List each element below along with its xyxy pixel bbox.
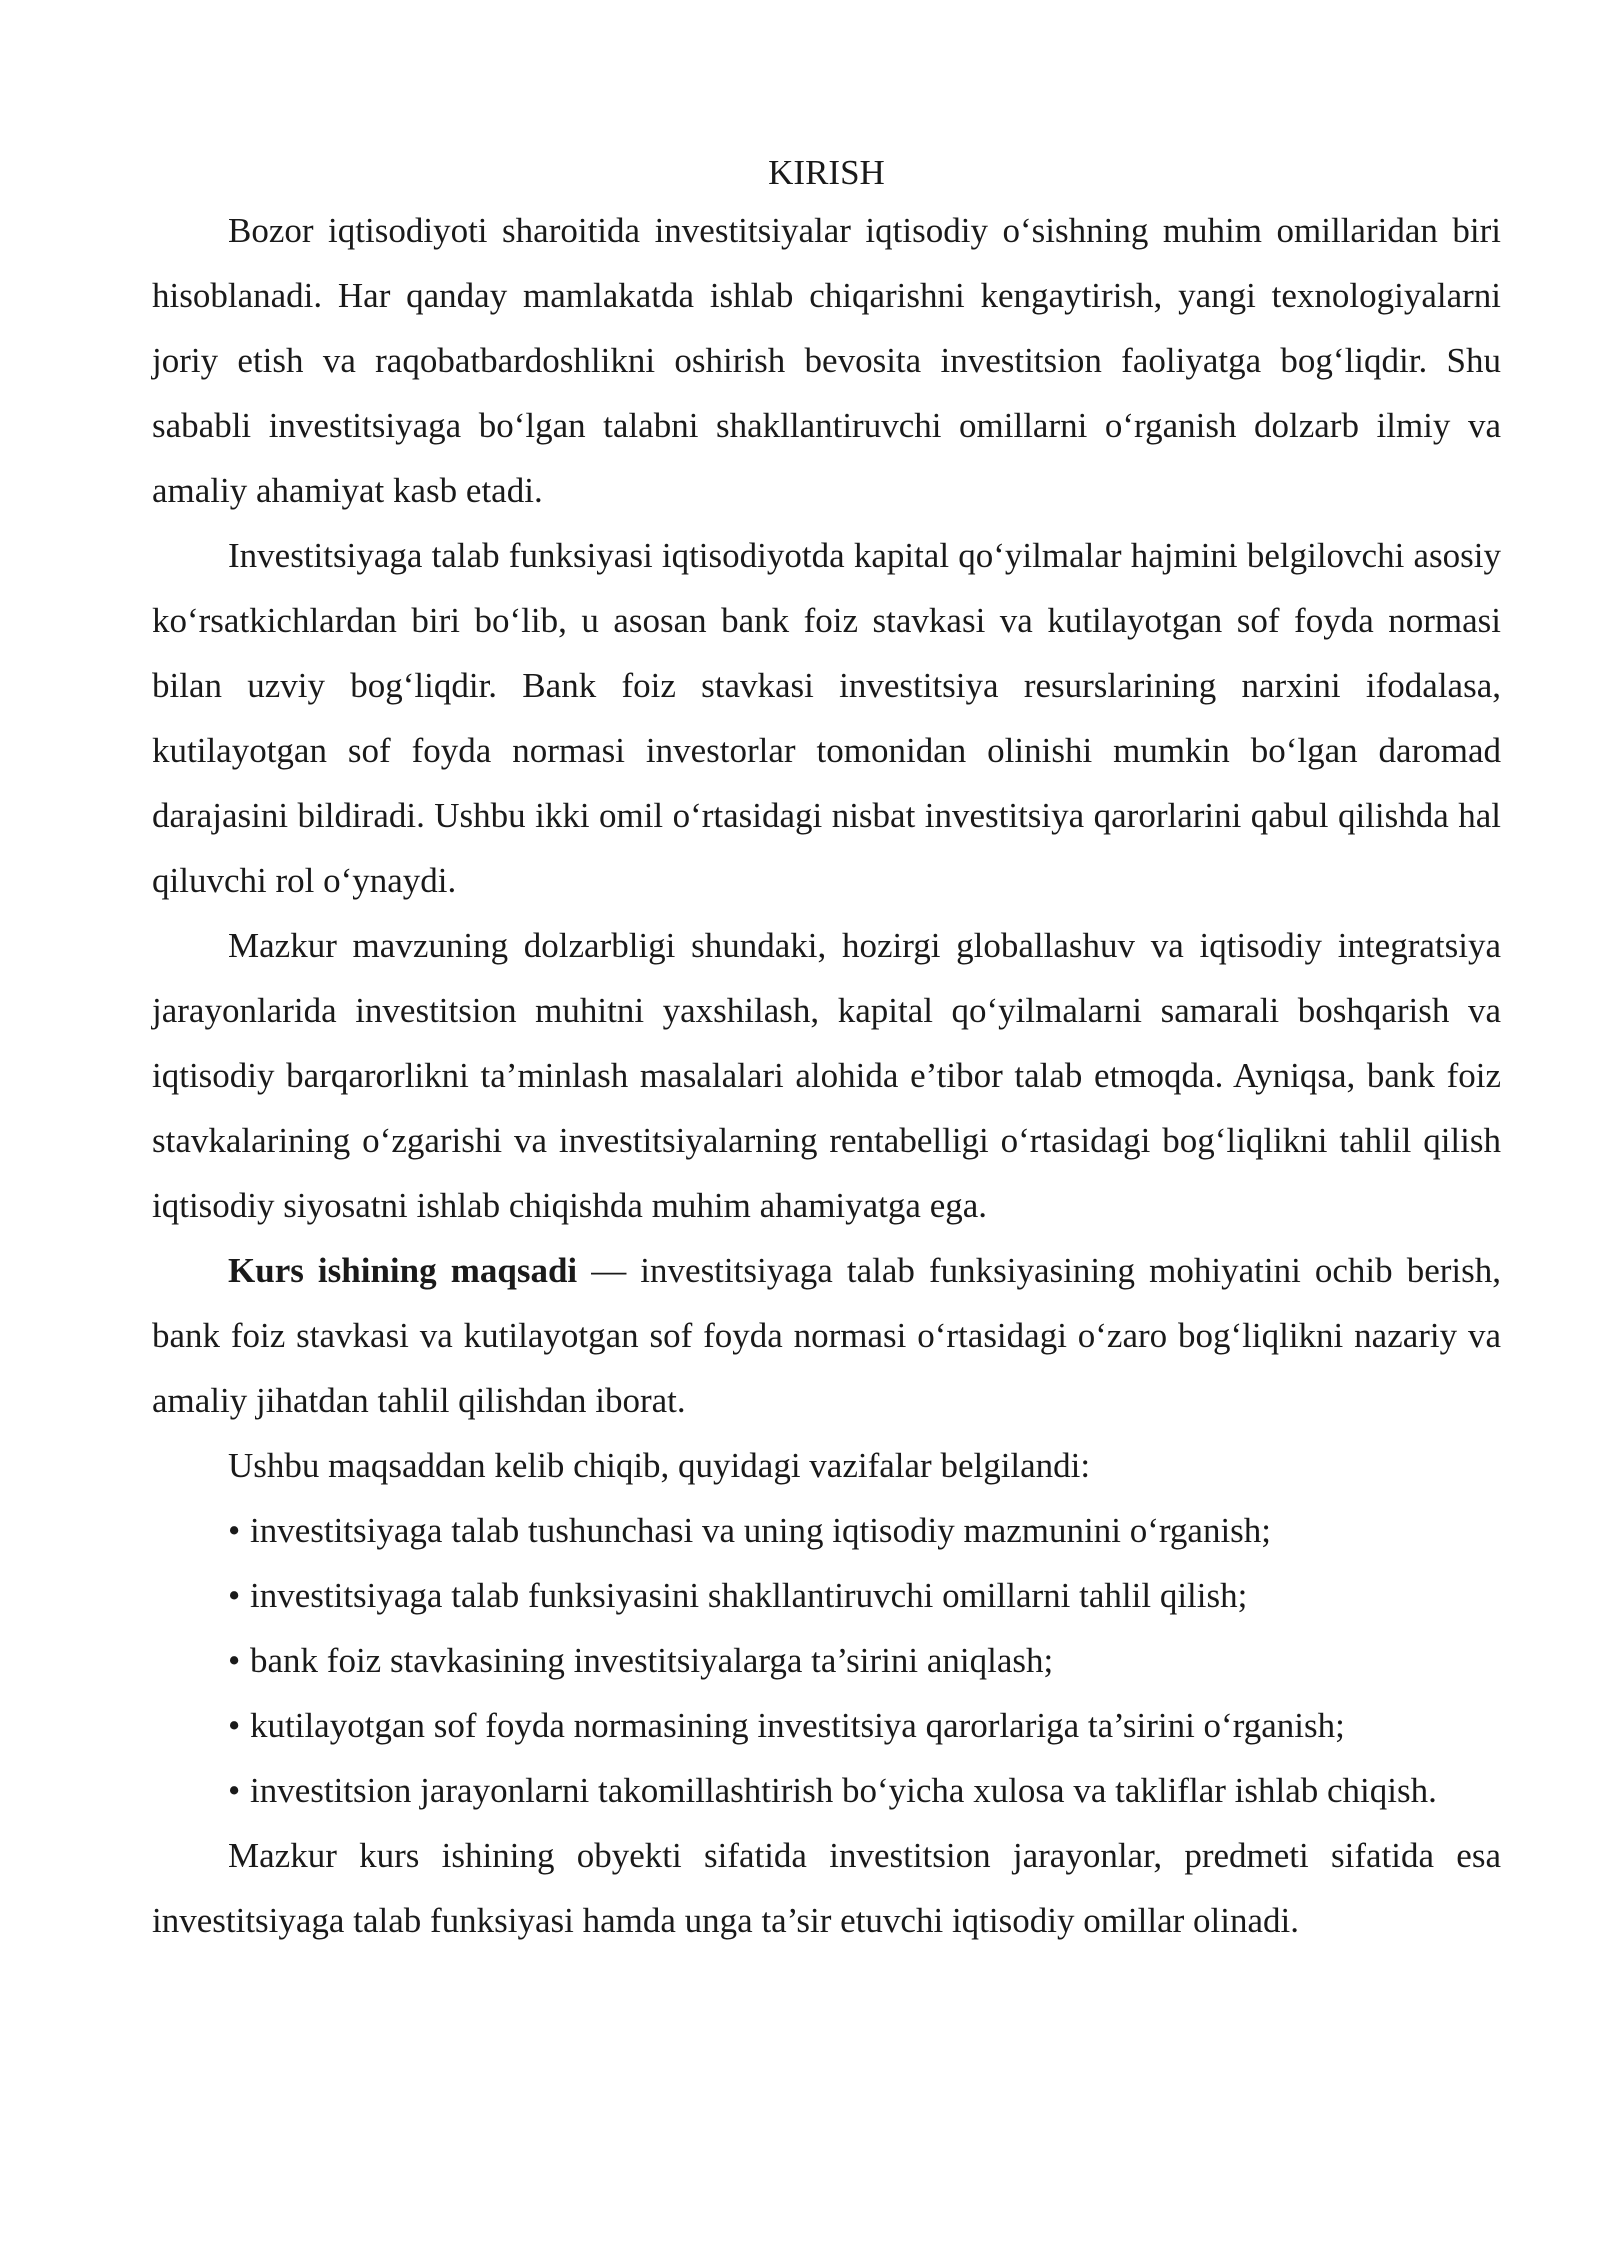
- document-page: [152, 148, 1501, 1953]
- task-item-4: [152, 1693, 1501, 1758]
- task-item-2: [152, 1563, 1501, 1628]
- intro-paragraph-2: Investitsiyaga talab funksiyasi iqtisodiyotda kapital qo‘yilmalar hajmini belgilovchi asosiy ko‘rsatkichlardan biri bo‘lib, u asosan bank foiz stavkasi va kutilayotgan sof foyda normasi bilan uzviy bog‘liqdir. Bank foiz stavkasi investitsiya resurslarining narxini ifodalasa, kutilayotgan sof foyda normasi investorlar tomonidan olinishi mumkin bo‘lgan daromad darajasini bildiradi. Ushbu ikki omil o‘rtasidagi nisbat investitsiya qarorlarini qabul qilishda hal qiluvchi rol o‘ynaydi.: [152, 536, 1501, 900]
- goal-label: Kurs ishining maqsadi: [228, 1251, 578, 1290]
- closing-paragraph: Mazkur kurs ishining obyekti sifatida investitsion jarayonlar, predmeti sifatida esa investitsiyaga talab funksiyasi hamda unga ta’sir etuvchi iqtisodiy omillar olinadi.: [152, 1836, 1501, 1940]
- bullet-icon: •: [228, 1511, 241, 1550]
- task-text: kutilayotgan sof foyda normasining investitsiya qarorlariga ta’sirini o‘rganish;: [250, 1706, 1345, 1745]
- task-text: bank foiz stavkasining investitsiyalarga ta’sirini aniqlash;: [250, 1641, 1054, 1680]
- bullet-icon: •: [228, 1706, 241, 1745]
- bullet-icon: •: [228, 1771, 241, 1810]
- page-title: KIRISH: [768, 153, 885, 192]
- task-text: investitsion jarayonlarni takomillashtirish bo‘yicha xulosa va takliflar ishlab chiqish.: [250, 1771, 1437, 1810]
- task-text: investitsiyaga talab tushunchasi va uning iqtisodiy mazmunini o‘rganish;: [250, 1511, 1272, 1550]
- task-item-5: [152, 1758, 1501, 1823]
- bullet-icon: •: [228, 1641, 241, 1680]
- intro-paragraph-3: Mazkur mavzuning dolzarbligi shundaki, hozirgi globallashuv va iqtisodiy integratsiya jarayonlarida investitsion muhitni yaxshilash, kapital qo‘yilmalarni samarali boshqarish va iqtisodiy barqarorlikni ta’minlash masalalari alohida e’tibor talab etmoqda. Ayniqsa, bank foiz stavkalarining o‘zgarishi va investitsiyalarning rentabelligi o‘rtasidagi bog‘liqlikni tahlil qilish iqtisodiy siyosatni ishlab chiqishda muhim ahamiyatga ega.: [152, 926, 1501, 1225]
- task-item-3: [152, 1628, 1501, 1693]
- task-item-1: [152, 1498, 1501, 1563]
- tasks-intro: Ushbu maqsaddan kelib chiqib, quyidagi vazifalar belgilandi:: [228, 1446, 1091, 1485]
- intro-paragraph-1: Bozor iqtisodiyoti sharoitida investitsiyalar iqtisodiy o‘sishning muhim omillaridan biri hisoblanadi. Har qanday mamlakatda ishlab chiqarishni kengaytirish, yangi texnologiyalarni joriy etish va raqobatbardoshlikni oshirish bevosita investitsion faoliyatga bog‘liqdir. Shu sababli investitsiyaga bo‘lgan talabni shakllantiruvchi omillarni o‘rganish dolzarb ilmiy va amaliy ahamiyat kasb etadi.: [152, 211, 1501, 510]
- task-text: investitsiyaga talab funksiyasini shakllantiruvchi omillarni tahlil qilish;: [250, 1576, 1248, 1615]
- goal-paragraph: [152, 1238, 1501, 1433]
- goal-text: — investitsiyaga talab funksiyasining mohiyatini ochib berish, bank foiz stavkasi va kutilayotgan sof foyda normasi o‘rtasidagi o‘zaro bog‘liqlikni nazariy va amaliy jihatdan tahlil qilishdan iborat.: [152, 1251, 1501, 1420]
- bullet-icon: •: [228, 1576, 241, 1615]
